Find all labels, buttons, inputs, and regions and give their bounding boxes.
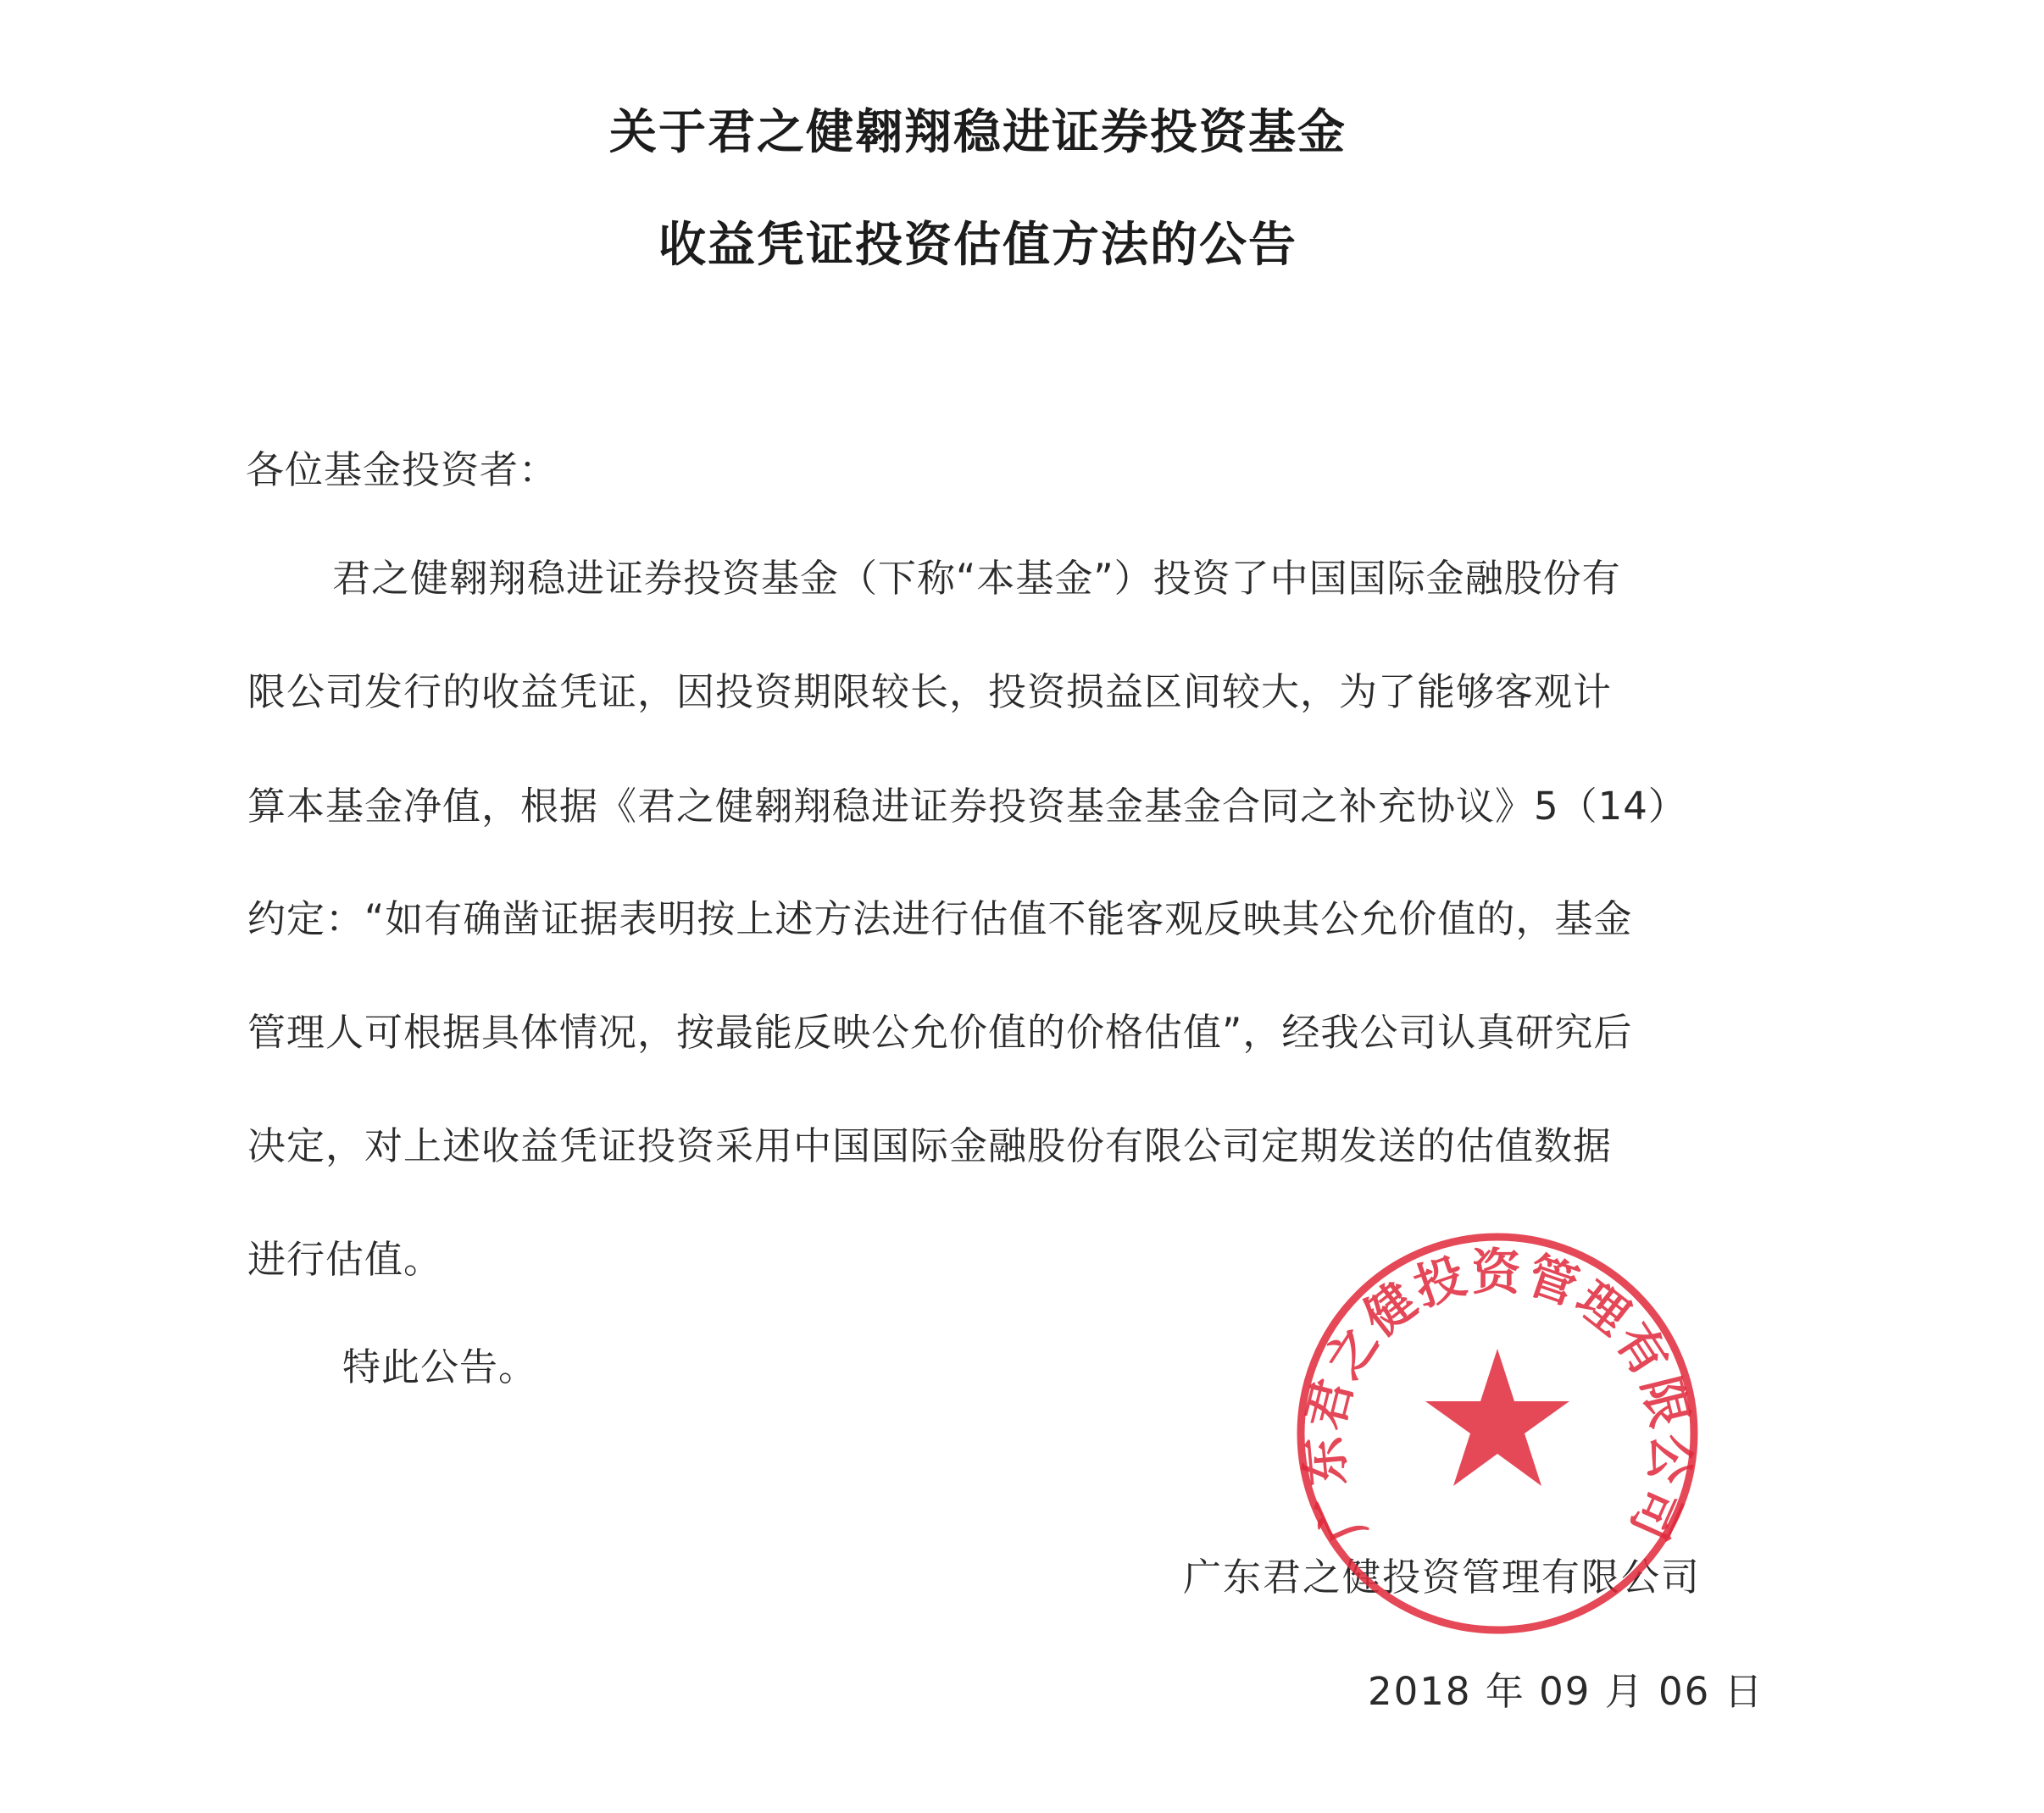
- seal-star-icon: [1425, 1349, 1569, 1486]
- body-line-1: 君之健翱翔稳进证券投资基金（下称“本基金”）投资了中国国际金融股份有: [332, 556, 1621, 601]
- signature-date: 2018 年 09 月 06 日: [1368, 1669, 1764, 1714]
- body-line-4: 约定：“如有确凿证据表明按上述方法进行估值不能客观反映其公允价值的，基金: [247, 896, 1633, 941]
- closing-remark: 特此公告。: [342, 1345, 538, 1389]
- body-line-2: 限公司发行的收益凭证，因投资期限较长，投资损益区间较大，为了能够客观计: [247, 669, 1613, 714]
- signature-company: 广东君之健投资管理有限公司: [1183, 1555, 1702, 1600]
- body-line-7: 进行估值。: [247, 1237, 443, 1282]
- salutation: 各位基金投资者：: [246, 447, 558, 492]
- body-line-3: 算本基金净值，根据《君之健翱翔稳进证券投资基金基金合同之补充协议》5（14）: [247, 784, 1687, 829]
- document-title-line-2: 收益凭证投资估值方法的公告: [658, 218, 1297, 273]
- body-line-6: 决定，对上述收益凭证投资采用中国国际金融股份有限公司定期发送的估值数据: [247, 1123, 1613, 1168]
- company-seal: [1292, 1228, 1702, 1638]
- seal-text: 广东君之健投资管理有限公司: [1294, 1243, 1701, 1551]
- body-line-5: 管理人可根据具体情况，按最能反映公允价值的价格估值”，经我公司认真研究后: [247, 1010, 1633, 1055]
- document-title-line-1: 关于君之健翱翔稳进证券投资基金: [609, 105, 1347, 160]
